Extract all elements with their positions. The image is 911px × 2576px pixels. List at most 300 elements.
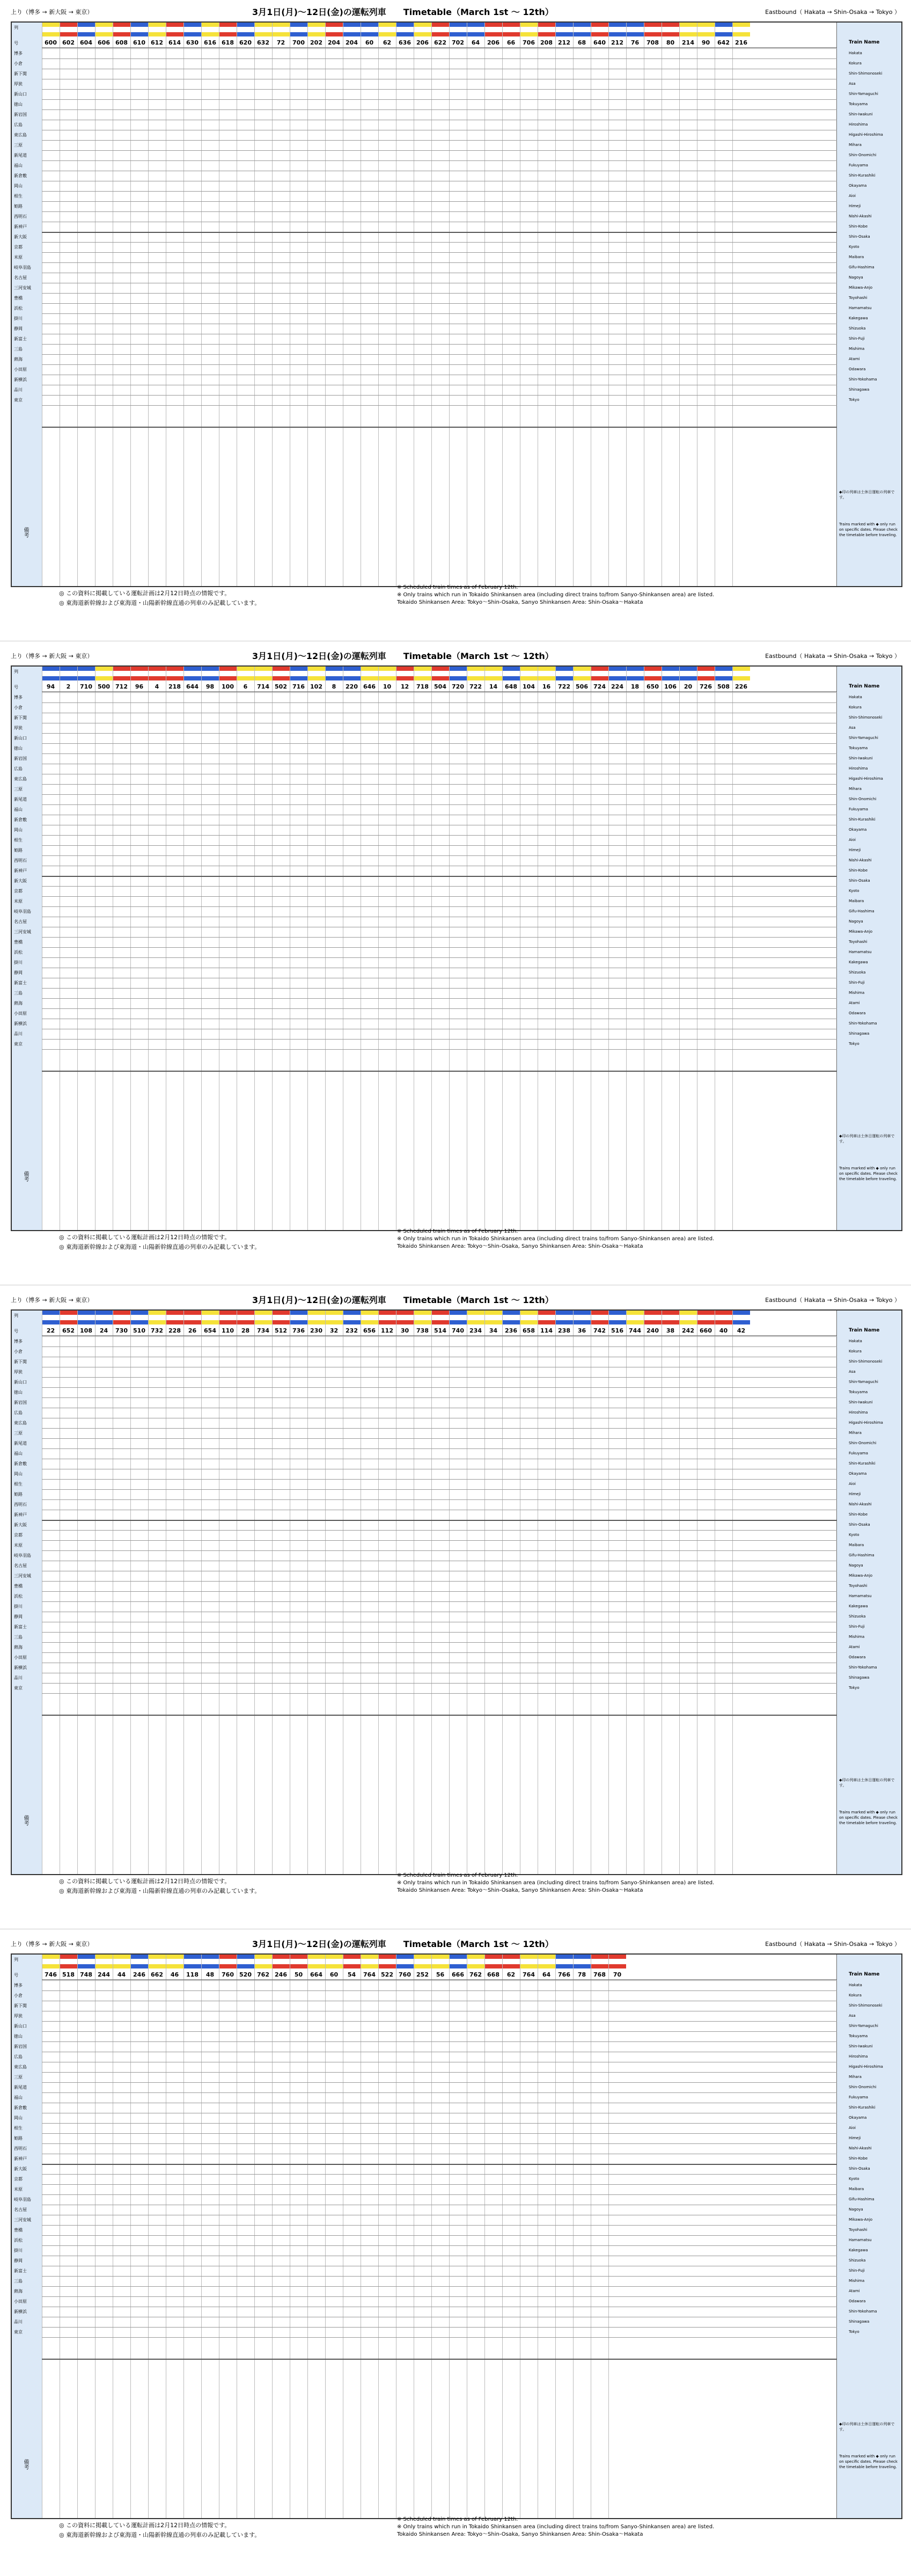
route-label: 上り（博多 → 新大阪 → 東京）	[11, 1297, 93, 1304]
train-number: 80	[666, 39, 675, 46]
station-name-en: Hakata	[849, 51, 862, 55]
train-number: 66	[506, 39, 516, 46]
column-divider	[431, 1311, 432, 1874]
train-number: 646	[363, 683, 376, 690]
station-name-jp: 新岩国	[14, 756, 27, 761]
note-text-en: Trains marked with ◆ only run on specific dates. Please check the timetable before traveling.	[839, 1810, 898, 1825]
train-type-band	[520, 1320, 538, 1324]
direction-label: Eastbound（ Hakata → Shin-Osaka → Tokyo ）	[765, 653, 900, 660]
train-number: 612	[151, 39, 163, 46]
train-number: 762	[257, 1971, 269, 1978]
train-type-band	[591, 667, 608, 671]
train-type-band	[183, 1964, 201, 1968]
column-divider	[272, 1311, 273, 1874]
train-type-band	[237, 667, 254, 671]
station-name-jp: 岐阜羽島	[14, 909, 31, 914]
row-divider	[42, 1601, 837, 1602]
station-name-en: Shin-Iwakuni	[849, 756, 873, 760]
station-name-en: Hiroshima	[849, 1410, 868, 1415]
train-type-band	[290, 667, 307, 671]
train-number: 740	[452, 1327, 464, 1334]
train-type-band	[414, 667, 431, 671]
train-number: 16	[542, 683, 551, 690]
station-name-jp: 姫路	[14, 848, 23, 853]
station-name-jp: 名古屋	[14, 275, 27, 280]
train-type-band	[42, 1320, 60, 1324]
station-name-en: Fukuyama	[849, 2095, 868, 2099]
train-type-band	[679, 1311, 697, 1315]
train-type-band	[715, 23, 732, 27]
station-name-en: Kokura	[849, 1993, 862, 1997]
train-type-band	[219, 1311, 237, 1315]
station-name-en: Hamamatsu	[849, 950, 872, 954]
row-divider	[42, 211, 837, 212]
station-name-jp: 岐阜羽島	[14, 265, 31, 270]
column-divider	[608, 1955, 609, 2518]
train-number: 508	[717, 683, 730, 690]
train-number: 608	[115, 39, 128, 46]
train-name-label: Train Name	[849, 1328, 880, 1333]
train-number: 12	[400, 683, 409, 690]
train-type-band	[166, 1955, 183, 1959]
train-type-band	[307, 676, 325, 680]
column-divider	[201, 23, 202, 586]
train-number: 718	[416, 683, 429, 690]
train-type-band	[555, 667, 573, 671]
train-type-band	[219, 1955, 237, 1959]
station-name-en: Tokyo	[849, 2330, 859, 2334]
page-title: 3月1日(月)〜12日(金)の運転列車 Timetable（March 1st 〜 12th）	[252, 1295, 554, 1305]
column-divider	[307, 23, 308, 586]
train-number: 214	[682, 39, 694, 46]
station-name-jp: 東広島	[14, 133, 27, 137]
station-name-en: Shin-Shimonoseki	[849, 2003, 883, 2008]
train-type-band	[484, 676, 502, 680]
row-divider	[42, 2123, 837, 2124]
row-divider	[42, 1336, 837, 1337]
train-number: 656	[363, 1327, 376, 1334]
train-number: 2	[66, 683, 71, 690]
station-name-en: Kyoto	[849, 2177, 859, 2181]
station-name-jp: 広島	[14, 1410, 23, 1415]
train-type-band	[502, 23, 520, 27]
column-divider	[449, 1955, 450, 2518]
station-name-en: Tokuyama	[849, 102, 868, 106]
column-divider	[325, 23, 326, 586]
station-name-jp: 東京	[14, 2330, 23, 2334]
column-divider	[608, 23, 609, 586]
train-number: 44	[117, 1971, 126, 1978]
train-type-band	[573, 1955, 591, 1959]
station-name-jp: 新倉敷	[14, 1461, 27, 1466]
remarks-divider	[42, 1071, 837, 1072]
train-number: 60	[365, 39, 374, 46]
direction-label: Eastbound（ Hakata → Shin-Osaka → Tokyo ）	[765, 1941, 900, 1948]
remarks-divider	[42, 427, 837, 428]
row-divider	[42, 845, 837, 846]
train-type-band	[290, 676, 307, 680]
right-station-column	[836, 667, 901, 1230]
row-divider	[42, 2082, 837, 2083]
station-name-jp: 熱海	[14, 1001, 23, 1006]
column-divider	[431, 667, 432, 1230]
train-number: 522	[381, 1971, 393, 1978]
train-number: 252	[416, 1971, 429, 1978]
station-name-en: Shin-Yokohama	[849, 377, 877, 382]
left-station-column	[12, 1955, 42, 2518]
train-type-band	[60, 1964, 77, 1968]
train-type-band	[254, 23, 272, 27]
train-number: 224	[611, 683, 623, 690]
column-divider	[502, 1311, 503, 1874]
station-name-jp: 新山口	[14, 2024, 27, 2029]
station-name-en: Shin-Kurashiki	[849, 817, 876, 822]
train-number: 664	[310, 1971, 322, 1978]
station-name-en: Okayama	[849, 1472, 867, 1476]
train-type-band	[679, 676, 697, 680]
row-divider	[42, 150, 837, 151]
train-number: 26	[188, 1327, 197, 1334]
station-name-en: Shin-Yokohama	[849, 1665, 877, 1670]
train-type-band	[130, 676, 148, 680]
station-name-en: Himeji	[849, 2136, 861, 2140]
row-divider	[42, 1581, 837, 1582]
train-number: 604	[80, 39, 92, 46]
train-type-band	[396, 1964, 414, 1968]
station-name-en: Odawara	[849, 1011, 866, 1015]
train-type-band	[343, 676, 361, 680]
station-name-jp: 新横浜	[14, 377, 27, 382]
footer-note-jp: ◎ 東海道新幹線および東海道・山陽新幹線直通の列車のみ記載しています。	[59, 1887, 261, 1894]
page-title: 3月1日(月)〜12日(金)の運転列車 Timetable（March 1st 〜 12th）	[252, 651, 554, 661]
train-type-band	[573, 1964, 591, 1968]
station-name-en: Shin-Osaka	[849, 879, 870, 883]
train-number-row	[42, 1971, 837, 1980]
direction-label: Eastbound（ Hakata → Shin-Osaka → Tokyo ）	[765, 1297, 900, 1304]
row-divider	[42, 743, 837, 744]
train-number: 600	[45, 39, 57, 46]
train-number: 610	[133, 39, 145, 46]
train-type-band	[414, 32, 431, 36]
train-number: 708	[646, 39, 659, 46]
train-type-band	[237, 1955, 254, 1959]
number-label: 号	[14, 1329, 18, 1334]
station-name-en: Tokuyama	[849, 746, 868, 750]
train-number: 234	[469, 1327, 482, 1334]
station-name-jp: 名古屋	[14, 919, 27, 924]
station-name-jp: 京都	[14, 245, 23, 250]
train-number: 746	[45, 1971, 57, 1978]
column-divider	[679, 667, 680, 1230]
train-type-band	[42, 1955, 60, 1959]
train-type-band	[573, 23, 591, 27]
train-type-band	[325, 667, 343, 671]
train-number: 96	[135, 683, 144, 690]
station-name-en: Himeji	[849, 848, 861, 852]
train-number: 54	[347, 1971, 356, 1978]
station-name-jp: 静岡	[14, 2258, 23, 2263]
train-type-band	[538, 1964, 555, 1968]
station-name-en: Asa	[849, 726, 856, 730]
train-number: 56	[436, 1971, 445, 1978]
footer-note-en: ※ Scheduled train times as of February 12th.	[397, 1228, 518, 1234]
train-type-band	[237, 1320, 254, 1324]
train-number: 738	[416, 1327, 429, 1334]
train-type-band	[42, 1311, 60, 1315]
train-type-band	[130, 1311, 148, 1315]
station-name-en: Maibara	[849, 2187, 864, 2191]
station-name-en: Shin-Kobe	[849, 2156, 868, 2161]
station-name-jp: 博多	[14, 1983, 23, 1988]
column-divider	[732, 23, 733, 586]
column-divider	[201, 1955, 202, 2518]
station-name-jp: 新倉敷	[14, 817, 27, 822]
station-name-jp: 徳山	[14, 2034, 23, 2039]
row-divider	[42, 2021, 837, 2022]
station-name-jp: 小倉	[14, 1993, 23, 1998]
station-name-en: Aioi	[849, 1482, 856, 1486]
train-type-band	[272, 1955, 290, 1959]
train-type-band	[591, 1964, 608, 1968]
station-name-jp: 姫路	[14, 204, 23, 209]
train-type-band	[60, 1955, 77, 1959]
train-number: 64	[471, 39, 480, 46]
train-type-band	[431, 1320, 449, 1324]
train-type-band	[272, 667, 290, 671]
remarks-divider	[42, 2359, 837, 2360]
station-name-jp: 掛川	[14, 2248, 23, 2253]
train-type-band	[95, 676, 113, 680]
train-type-band	[396, 1955, 414, 1959]
train-number: 732	[151, 1327, 163, 1334]
train-number: 764	[363, 1971, 376, 1978]
train-type-band	[591, 1955, 608, 1959]
train-type-band	[325, 1964, 343, 1968]
train-number: 650	[646, 683, 659, 690]
station-name-en: Shinagawa	[849, 1031, 870, 1036]
train-type-band	[626, 676, 644, 680]
train-type-band	[555, 23, 573, 27]
station-name-en: Nagoya	[849, 2207, 863, 2212]
row-divider	[42, 140, 837, 141]
station-name-en: Odawara	[849, 1655, 866, 1659]
station-name-jp: 新大阪	[14, 879, 27, 883]
station-name-en: Shizuoka	[849, 326, 866, 331]
train-type-band	[113, 1311, 130, 1315]
station-name-jp: 新下関	[14, 1359, 27, 1364]
station-name-en: Shin-Shimonoseki	[849, 1359, 883, 1364]
train-type-band	[449, 1320, 467, 1324]
train-type-band	[732, 32, 750, 36]
column-divider	[325, 667, 326, 1230]
train-type-band	[378, 1964, 396, 1968]
train-name-label: Train Name	[849, 1972, 880, 1977]
column-divider	[272, 23, 273, 586]
column-divider	[378, 1955, 379, 2518]
station-name-jp: 新下関	[14, 715, 27, 720]
row-divider	[42, 252, 837, 253]
row-divider	[42, 344, 837, 345]
station-name-jp: 広島	[14, 766, 23, 771]
train-type-band	[307, 667, 325, 671]
station-name-en: Shin-Onomichi	[849, 153, 877, 157]
train-number: 32	[329, 1327, 339, 1334]
train-number: 30	[400, 1327, 409, 1334]
train-number: 72	[276, 39, 285, 46]
station-name-en: Shin-Shimonoseki	[849, 715, 883, 720]
station-name-jp: 豊橋	[14, 296, 23, 301]
station-name-jp: 名古屋	[14, 1563, 27, 1568]
row-divider	[42, 784, 837, 785]
station-name-en: Hakata	[849, 695, 862, 699]
train-number: 204	[328, 39, 340, 46]
row-divider	[42, 692, 837, 693]
row-divider	[42, 2225, 837, 2226]
station-name-jp: 岡山	[14, 2116, 23, 2120]
train-number: 724	[593, 683, 606, 690]
train-type-band	[42, 23, 60, 27]
footer-note-en: ※ Only trains which run in Tokaido Shinkansen area (including direct trains to/from Sanyo-Shinkansen area) are listed.	[397, 592, 715, 598]
station-name-jp: 東広島	[14, 1421, 27, 1425]
train-type-band	[130, 667, 148, 671]
train-type-band	[166, 667, 183, 671]
station-name-en: Mishima	[849, 991, 865, 995]
station-name-en: Shizuoka	[849, 2258, 866, 2263]
row-divider	[42, 1387, 837, 1388]
left-station-column	[12, 667, 42, 1230]
station-name-jp: 新大阪	[14, 2167, 27, 2171]
station-name-en: Shin-Kurashiki	[849, 173, 876, 178]
station-name-jp: 新富士	[14, 1624, 27, 1629]
train-type-band	[484, 1964, 502, 1968]
note-text-en: Trains marked with ◆ only run on specific dates. Please check the timetable before traveling.	[839, 522, 898, 537]
station-name-jp: 米原	[14, 255, 23, 260]
train-type-band	[219, 23, 237, 27]
train-type-band	[644, 1311, 662, 1315]
row-divider	[42, 364, 837, 365]
station-name-jp: 豊橋	[14, 1584, 23, 1589]
train-type-band	[431, 667, 449, 671]
train-type-band	[414, 1964, 431, 1968]
station-name-jp: 新山口	[14, 736, 27, 741]
row-divider	[42, 293, 837, 294]
station-name-en: Kakegawa	[849, 960, 868, 964]
train-type-band	[272, 1320, 290, 1324]
station-name-jp: 東京	[14, 1042, 23, 1046]
note-text-en: Trains marked with ◆ only run on specific dates. Please check the timetable before traveling.	[839, 2454, 898, 2469]
train-number: 736	[292, 1327, 305, 1334]
column-divider	[77, 1311, 78, 1874]
row-divider	[42, 2133, 837, 2134]
station-name-jp: 浜松	[14, 1594, 23, 1599]
train-type-band	[325, 32, 343, 36]
train-type-band	[467, 1320, 484, 1324]
train-type-band	[60, 1320, 77, 1324]
station-name-jp: 岡山	[14, 1472, 23, 1476]
train-number: 520	[239, 1971, 252, 1978]
page-title: 3月1日(月)〜12日(金)の運転列車 Timetable（March 1st 〜 12th）	[252, 7, 554, 17]
footer-note-en: Tokaido Shinkansen Area: Tokyo〜Shin-Osaka, Sanyo Shinkansen Area: Shin-Osaka〜Hakata	[397, 1243, 643, 1249]
column-divider	[732, 1311, 733, 1874]
train-type-band	[219, 32, 237, 36]
train-type-band	[626, 667, 644, 671]
train-type-band	[520, 667, 538, 671]
train-number: 766	[558, 1971, 570, 1978]
train-type-band	[343, 667, 361, 671]
train-type-band	[644, 1320, 662, 1324]
train-number: 212	[558, 39, 570, 46]
station-name-jp: 姫路	[14, 1492, 23, 1497]
row-divider	[42, 191, 837, 192]
train-type-band	[148, 1964, 166, 1968]
train-type-band	[272, 676, 290, 680]
column-divider	[573, 1955, 574, 2518]
row-divider	[42, 395, 837, 396]
train-type-band	[254, 1964, 272, 1968]
train-type-band	[431, 1964, 449, 1968]
column-divider	[502, 667, 503, 1230]
row-divider	[42, 2296, 837, 2297]
station-name-en: Gifu-Hashima	[849, 265, 875, 269]
train-type-band	[290, 1964, 307, 1968]
train-type-band	[148, 667, 166, 671]
column-divider	[183, 1955, 184, 2518]
remarks-label: 備考	[23, 1815, 28, 1826]
station-name-jp: 新富士	[14, 980, 27, 985]
station-name-jp: 小田原	[14, 1011, 27, 1016]
station-name-jp: 三原	[14, 2075, 23, 2080]
train-type-band	[290, 1320, 307, 1324]
station-name-en: Tokyo	[849, 1042, 859, 1046]
row-divider	[42, 957, 837, 958]
column-divider	[77, 667, 78, 1230]
station-name-en: Shin-Yamaguchi	[849, 2024, 878, 2028]
train-number: 514	[434, 1327, 446, 1334]
column-divider	[679, 1311, 680, 1874]
train-number: 38	[666, 1327, 675, 1334]
train-number: 228	[168, 1327, 181, 1334]
train-type-band	[148, 1311, 166, 1315]
row-divider	[42, 1448, 837, 1449]
station-name-en: Odawara	[849, 367, 866, 371]
station-name-en: Fukuyama	[849, 1451, 868, 1455]
train-number: 20	[684, 683, 693, 690]
train-type-band	[484, 1311, 502, 1315]
train-number: 242	[682, 1327, 694, 1334]
train-type-band	[715, 1311, 732, 1315]
train-type-band	[644, 32, 662, 36]
train-type-band	[555, 676, 573, 680]
train-type-band	[555, 1964, 573, 1968]
number-label: 号	[14, 1973, 18, 1978]
train-number: 722	[469, 683, 482, 690]
station-name-jp: 東広島	[14, 777, 27, 781]
train-type-band	[414, 676, 431, 680]
row-divider	[42, 2245, 837, 2246]
station-name-jp: 浜松	[14, 306, 23, 311]
station-name-en: Nishi-Akashi	[849, 858, 872, 862]
train-type-band	[626, 1320, 644, 1324]
train-type-band	[201, 1964, 219, 1968]
column-divider	[484, 1311, 485, 1874]
train-type-band	[237, 23, 254, 27]
train-number: 110	[222, 1327, 234, 1334]
train-type-band	[290, 1311, 307, 1315]
train-number: 762	[469, 1971, 482, 1978]
station-name-en: Shin-Shimonoseki	[849, 71, 883, 76]
station-name-en: Toyohashi	[849, 2228, 868, 2232]
row-divider	[42, 2072, 837, 2073]
